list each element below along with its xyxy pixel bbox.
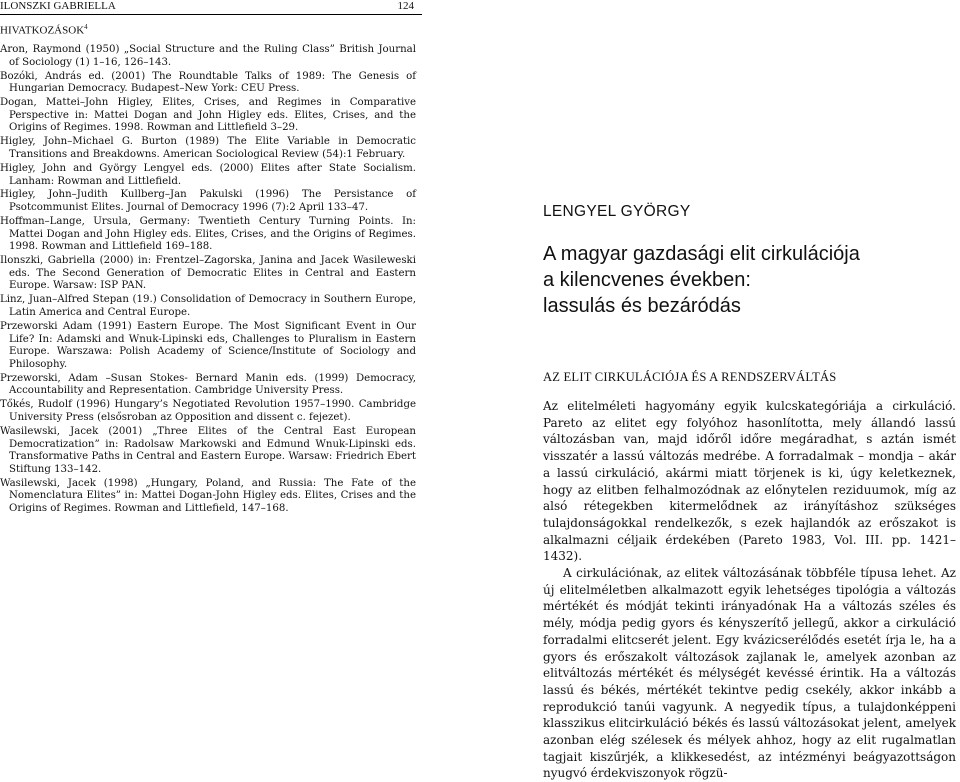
references-heading-text: HIVATKOZÁSOK	[0, 24, 85, 37]
reference-item: Bozóki, András ed. (2001) The Roundtable Talks of 1989: The Genesis of Hungarian Democracy. Budapest–New York: CEU Press.	[0, 70, 416, 95]
section-heading: AZ ELIT CIRKULÁCIÓJA ÉS A RENDSZERVÁLTÁS	[543, 370, 837, 384]
reference-item: Przeworski Adam (1991) Eastern Europe. The Most Significant Event in Our Life? In: Adamski and Wnuk-Lipinski eds, Challenges to Pluralism in Eastern Europe. Warszawa: Polish Academy of Science/Institute of Sociology and Philosophy.	[0, 320, 416, 370]
reference-item: Higley, John–Michael G. Burton (1989) The Elite Variable in Democratic Transitions and Breakdowns. American Sociological Review (54):1 February.	[0, 136, 416, 160]
references-heading	[0, 21, 88, 38]
reference-item: Higley, John and György Lengyel eds. (2000) Elites after State Socialism. Lanham: Rowman and Littlefield.	[0, 162, 416, 187]
article-title-line: a kilencvenes években:	[543, 269, 751, 291]
reference-item: Linz, Juan–Alfred Stepan (19.) Consolidation of Democracy in Southern Europe, Latin America and Central Europe.	[0, 294, 416, 318]
reference-item: Wasilewski, Jacek (2001) „Three Elites of the Central East European Democratization” in: Radolsaw Markowski and Edmund Wnuk-Lipinski eds. Transformative Paths in Central and Eastern Europe. Warsaw: Friedrich Ebert Stiftung 133–142.	[0, 425, 416, 475]
article-title-line: lassulás és bezáródás	[543, 295, 741, 317]
article-author: LENGYEL GYÖRGY	[543, 203, 691, 220]
reference-item: Tőkés, Rudolf (1996) Hungary’s Negotiated Revolution 1957–1990. Cambridge University Press (elsősroban az Opposition and dissent c. fejezet).	[0, 399, 416, 423]
reference-item: Ilonszki, Gabriella (2000) in: Frentzel–Zagorska, Janina and Jacek Wasileweski eds. The Second Generation of Democratic Elites in Central and Eastern Europe. Warsaw: ISP PAN.	[0, 255, 416, 292]
reference-item: Hoffman–Lange, Ursula, Germany: Twentieth Century Turning Points. In: Mattei Dogan and John Higley eds. Elites, Crises, and the Origins of Regimes. 1998. Rowman and Littlefield 169–188.	[0, 216, 416, 253]
header-author: ILONSZKI GABRIELLA	[0, 0, 116, 12]
body-paragraph: A cirkulációnak, az elitek változásának többféle típusa lehet. Az új elitelméletben alkalmazott egyik lehetséges tipológia a változás mértékét és módját tekinti irányadónak Ha a változás széles és mély, módja pedig gyors és kényszerítő jellegű, akkor a cirkuláció forradalmi elitcserét jelent. Egy kvázicserélődés esetét írja le, ha a gyors és erőszakolt változások zajlanak le, amelyek azonban az elitváltozás mértékét és mélységét kevéssé érintik. Ha a változás lassú és békés, mértékét tekintve pedig csekély, akkor inkább a reprodukció tanúi vagyunk. A negyedik típus, a tulajdonképpeni klasszikus elitcirkuláció békés és lassú változásokat jelent, amelyek azonban elég szélesek és mélyek ahhoz, hogy az elit rugalmatlan tagjait kiszűrjék, a klikkesedést, az intézményi beágyazottságon nyugvó érdekviszonyok rögzü-	[543, 566, 956, 781]
reference-item: Higley, John–Judith Kullberg–Jan Pakulski (1996) The Persistance of Psotcommunist Elites. Journal of Democracy 1996 (7):2 April 133–47.	[0, 189, 416, 214]
reference-list	[0, 44, 416, 517]
footnote-marker: 4	[84, 23, 88, 31]
body-paragraph: Az elitelméleti hagyomány egyik kulcskategóriája a cirkuláció. Pareto az elitet egy folyóhoz hasonlította, mely állandó lassú változásban van, majd időről időre megáradhat, s aztán ismét visszatér a lassú változás medrébe. A forradalmak – mondja – akár a lassú cirkuláció, akármi miatt törjenek is ki, úgy keletkeznek, hogy az elitben felhalmozódnak az előnytelen reziduumok, míg az alsó rétegekben kitermelődnek az irányításhoz szükséges tulajdonságokkal rendelkezők, s ezek hajlandók az erőszakot is alkalmazni céljaik érdekében (Pareto 1983, Vol. III. pp. 1421–1432).	[543, 399, 956, 564]
article-body	[543, 398, 956, 782]
page-number: 124	[397, 0, 414, 12]
running-header	[0, 0, 422, 15]
reference-item: Przeworski, Adam –Susan Stokes- Bernard Manin eds. (1999) Democracy, Accountability and Representation. Cambridge University Press.	[0, 372, 416, 397]
article-title	[543, 241, 953, 319]
reference-item: Wasilewski, Jacek (1998) „Hungary, Poland, and Russia: The Fate of the Nomenclatura Elites” in: Mattei Dogan-John Higley eds. Elites, Crises and the Origins of Regimes. Rowman and Littlefield, 147–168.	[0, 477, 416, 514]
reference-item: Aron, Raymond (1950) „Social Structure and the Ruling Class” British Journal of Sociology (1) 1–16, 126–143.	[0, 44, 416, 68]
reference-item: Dogan, Mattei–John Higley, Elites, Crises, and Regimes in Comparative Perspective in: Mattei Dogan and John Higley eds. Elites, Crises, and the Origins of Regimes. 1998. Rowman and Littlefield 3–29.	[0, 97, 416, 134]
article-title-line: A magyar gazdasági elit cirkulációja	[543, 243, 860, 265]
